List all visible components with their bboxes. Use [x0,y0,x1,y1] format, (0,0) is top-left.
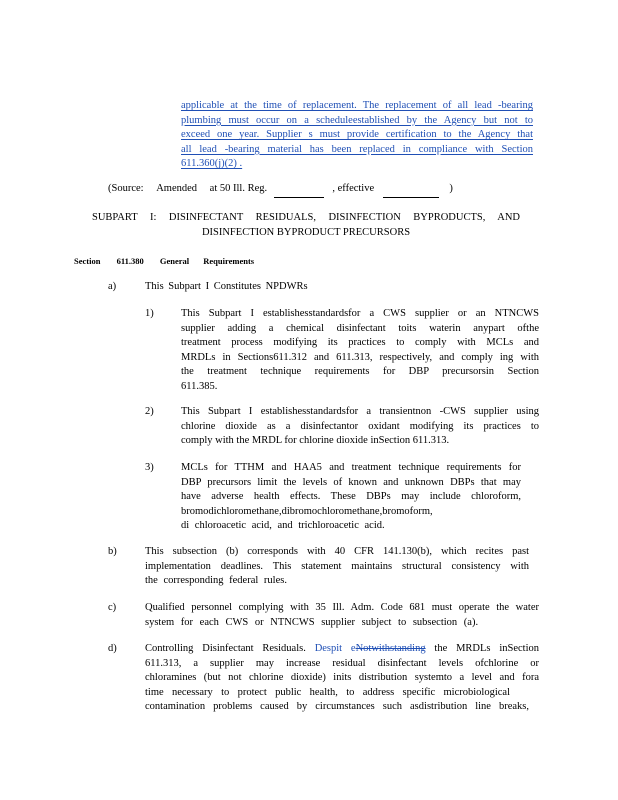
amended-phrase: Controlling Disinfectant Residuals. [145,643,306,654]
section-label: Section [74,256,101,266]
text-line: the treatment technique requirements for DBP precursorsin Section [181,366,539,377]
source-note [108,182,468,198]
text-line: treatment process modifying its practices to comply with MCLs and [181,337,539,348]
section-heading [74,256,254,266]
item-body [145,642,539,715]
inserted-text: Despit e [314,643,356,654]
text-line: Qualified personnel complying with 35 Ill. Adm. Code 681 must operate the water [145,602,539,613]
text-line: chloramines (but not chlorine dioxide) inits distribution systemto a level and fora [145,672,539,683]
source-amended: Amended [156,183,198,194]
text-line: chlorine dioxide as a disinfectantor oxidant modifying its practices to [181,420,539,432]
text-line: 611.313, a supplier may increase residual disinfectant levels ofchlorine or [145,657,539,669]
subitem-body [181,405,539,449]
text-line: implementation deadlines. This statement maintains structural consistency with [145,560,529,572]
text-line: This Subpart I establishesstandardsfor a CWS supplier or an NTNCWS [181,308,539,319]
text-line: bromodichloromethane,dibromochloromethane,bromoform, [181,505,433,517]
text-line: system for each CWS or NTNCWS supplier subject to subsection (a). [145,616,479,628]
text-line: all lead -bearing material has been replaced in compliance with Section [181,143,533,155]
subitem-marker: 1) [145,308,154,319]
text-line [145,642,539,657]
source-effective: , effective [332,183,375,194]
deleted-text: Notwithstanding [355,643,426,654]
text-line: MRDLs in Sections611.312 and 611.313, respectively, and comply ing with [181,351,539,363]
text-line: the corresponding federal rules. [145,575,287,586]
subpart-heading [92,211,520,240]
text-line: 611.385. [181,380,218,392]
item-body [145,545,529,589]
item-marker: b) [108,546,117,557]
section-title: General Requirements [159,256,255,266]
amended-phrase: the MRDLs inSection [434,643,539,654]
subpart-line: DISINFECTION BYPRODUCT PRECURSORS [201,226,411,238]
text-line: This subsection (b) corresponds with 40 CFR 141.130(b), which recites past [145,546,529,557]
text-line: comply with the MRDL for chlorine dioxide inSection 611.313. [181,435,450,446]
section-number: 611.380 [116,256,144,266]
text-line: di chloroacetic acid, and trichloroacetic acid. [181,520,385,531]
subpart-line: SUBPART I: DISINFECTANT RESIDUALS, DISINFECTION BYPRODUCTS, AND [92,212,520,223]
text-line: have adverse health effects. These DBPs may include chloroform, [181,491,521,502]
text-line: This Subpart I establishesstandardsfor a transientnon -CWS supplier using [181,406,539,417]
subitem-body [181,461,521,534]
text-line: exceed one year. Supplier s must provide certification to the Agency that [181,129,533,140]
blank-register [274,182,324,198]
subitem-marker: 2) [145,406,154,417]
blank-effective [383,182,439,198]
subitem-marker: 3) [145,462,154,473]
text-line: supplier adding a chemical disinfectant toits waterin anypart ofthe [181,322,539,334]
source-register: at 50 Ill. Reg. [209,183,268,194]
subitem-body [181,307,539,394]
inserted-paragraph [181,99,533,172]
source-close: ) [449,183,453,194]
text-line: MCLs for TTHM and HAA5 and treatment technique requirements for [181,462,521,473]
text-line: time necessary to protect public health, to address specific microbiological [145,686,510,698]
text-line: contamination problems caused by circumstances such asdistribution line breaks, [145,701,529,712]
item-body [145,601,539,630]
text-line: plumbing must occur on a scheduleestablished by the Agency but not to [181,114,533,126]
item-marker: c) [108,602,117,613]
item-text: This Subpart I Constitutes NPDWRs [145,281,308,292]
item-marker: d) [108,643,117,654]
source-label: (Source: [108,183,144,194]
text-line: 611.360(j)(2) . [181,158,243,169]
text-line: applicable at the time of replacement. The replacement of all lead -bearing [181,100,533,111]
item-marker: a) [108,281,117,292]
text-line: DBP precursors limit the levels of known and unknown DBPs that may [181,476,521,488]
